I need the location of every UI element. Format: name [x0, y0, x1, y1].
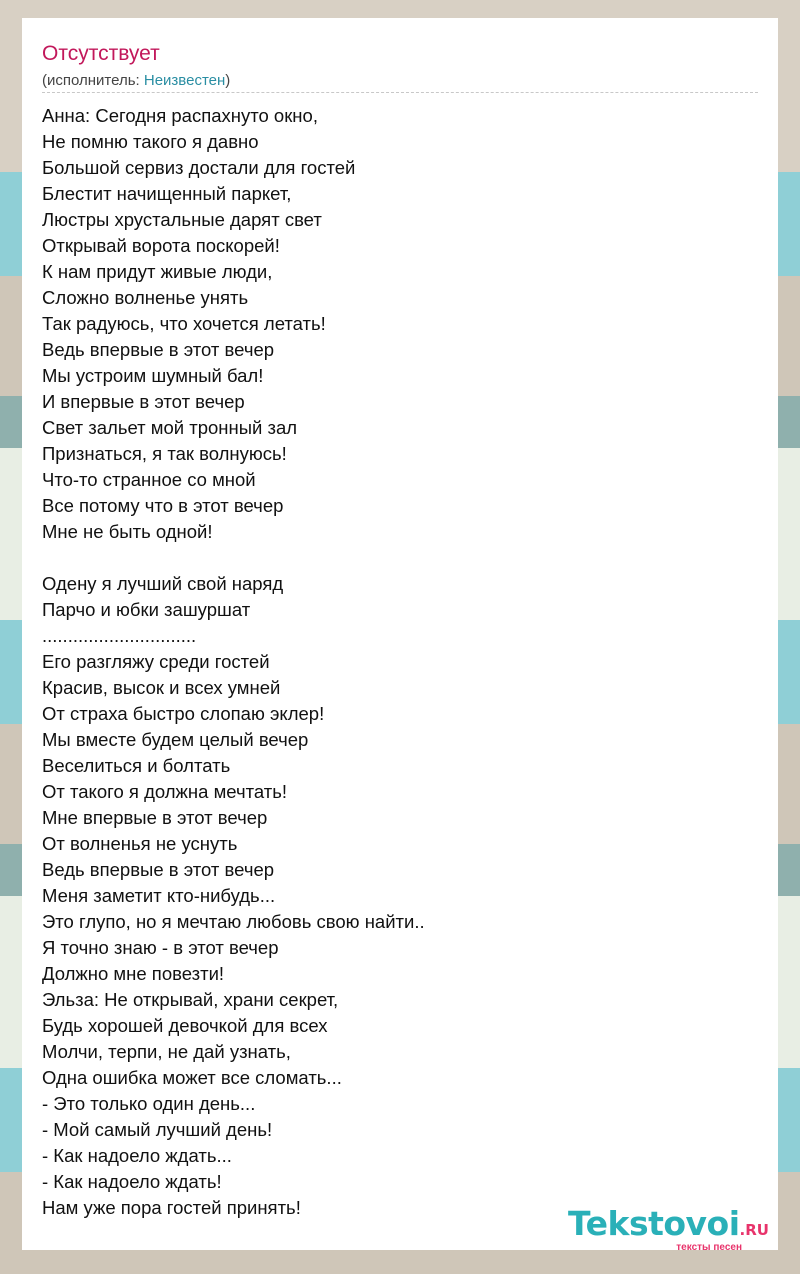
lyric-line: Мы устроим шумный бал!	[42, 365, 264, 386]
lyric-line: Свет зальет мой тронный зал	[42, 417, 298, 438]
lyric-line: Веселиться и болтать	[42, 755, 231, 776]
lyric-line: Мне не быть одной!	[42, 521, 213, 542]
lyric-line: Должно мне повезти!	[42, 963, 225, 984]
site-logo[interactable]	[568, 1205, 778, 1255]
lyric-line: Красив, высок и всех умней	[42, 677, 281, 698]
logo-tagline: тексты песен	[676, 1242, 742, 1253]
lyric-line: Большой сервиз достали для гостей	[42, 157, 356, 178]
song-title: Отсутствует	[42, 42, 160, 65]
lyric-line: ..............................	[42, 625, 197, 646]
lyric-line: Признаться, я так волнуюсь!	[42, 443, 287, 464]
lyric-line: Мы вместе будем целый вечер	[42, 729, 309, 750]
lyric-line: Не помню такого я давно	[42, 131, 259, 152]
lyric-line: Все потому что в этот вечер	[42, 495, 284, 516]
lyric-line: Одна ошибка может все сломать...	[42, 1067, 342, 1088]
lyric-line: - Как надоело ждать!	[42, 1171, 222, 1192]
logo-wordmark	[568, 1205, 778, 1249]
lyric-line: Что-то странное со мной	[42, 469, 256, 490]
artist-line	[42, 72, 230, 89]
lyric-line: - Мой самый лучший день!	[42, 1119, 273, 1140]
lyric-line: Люстры хрустальные дарят свет	[42, 209, 322, 230]
lyric-line: Будь хорошей девочкой для всех	[42, 1015, 328, 1036]
lyric-line: От волненья не уснуть	[42, 833, 238, 854]
lyric-line: Так радуюсь, что хочется летать!	[42, 313, 326, 334]
lyric-line: Эльза: Не открывай, храни секрет,	[42, 989, 339, 1010]
lyric-line: Сложно волненье унять	[42, 287, 249, 308]
lyric-line: Нам уже пора гостей принять!	[42, 1197, 301, 1218]
artist-suffix: )	[225, 72, 231, 89]
divider	[42, 92, 758, 93]
lyrics-body	[42, 103, 758, 1221]
lyric-line: Ведь впервые в этот вечер	[42, 339, 275, 360]
lyrics-card	[22, 18, 778, 1253]
lyric-line: - Как надоело ждать...	[42, 1145, 232, 1166]
lyric-line: Это глупо, но я мечтаю любовь свою найти..	[42, 911, 425, 932]
logo-tld: .RU	[739, 1221, 769, 1239]
lyric-line: От такого я должна мечтать!	[42, 781, 287, 802]
lyric-line: Ведь впервые в этот вечер	[42, 859, 275, 880]
lyric-line: Я точно знаю - в этот вечер	[42, 937, 279, 958]
lyric-line: - Это только один день...	[42, 1093, 256, 1114]
lyric-line: К нам придут живые люди,	[42, 261, 273, 282]
lyric-line: Парчо и юбки зашуршат	[42, 599, 251, 620]
lyric-line: Открывай ворота поскорей!	[42, 235, 280, 256]
lyric-line	[42, 545, 758, 571]
lyric-line: От страха быстро слопаю эклер!	[42, 703, 325, 724]
logo-name: Tekstovoi	[568, 1204, 740, 1243]
lyric-line: Мне впервые в этот вечер	[42, 807, 268, 828]
lyric-line: И впервые в этот вечер	[42, 391, 245, 412]
lyric-line: Блестит начищенный паркет,	[42, 183, 292, 204]
lyric-line: Его разгляжу среди гостей	[42, 651, 270, 672]
lyric-line: Одену я лучший свой наряд	[42, 573, 284, 594]
lyric-line: Молчи, терпи, не дай узнать,	[42, 1041, 291, 1062]
lyric-line: Анна: Сегодня распахнуто окно,	[42, 105, 318, 126]
artist-prefix: (исполнитель:	[42, 72, 144, 89]
artist-link[interactable]: Неизвестен	[143, 72, 226, 89]
lyric-line: Меня заметит кто-нибудь...	[42, 885, 276, 906]
